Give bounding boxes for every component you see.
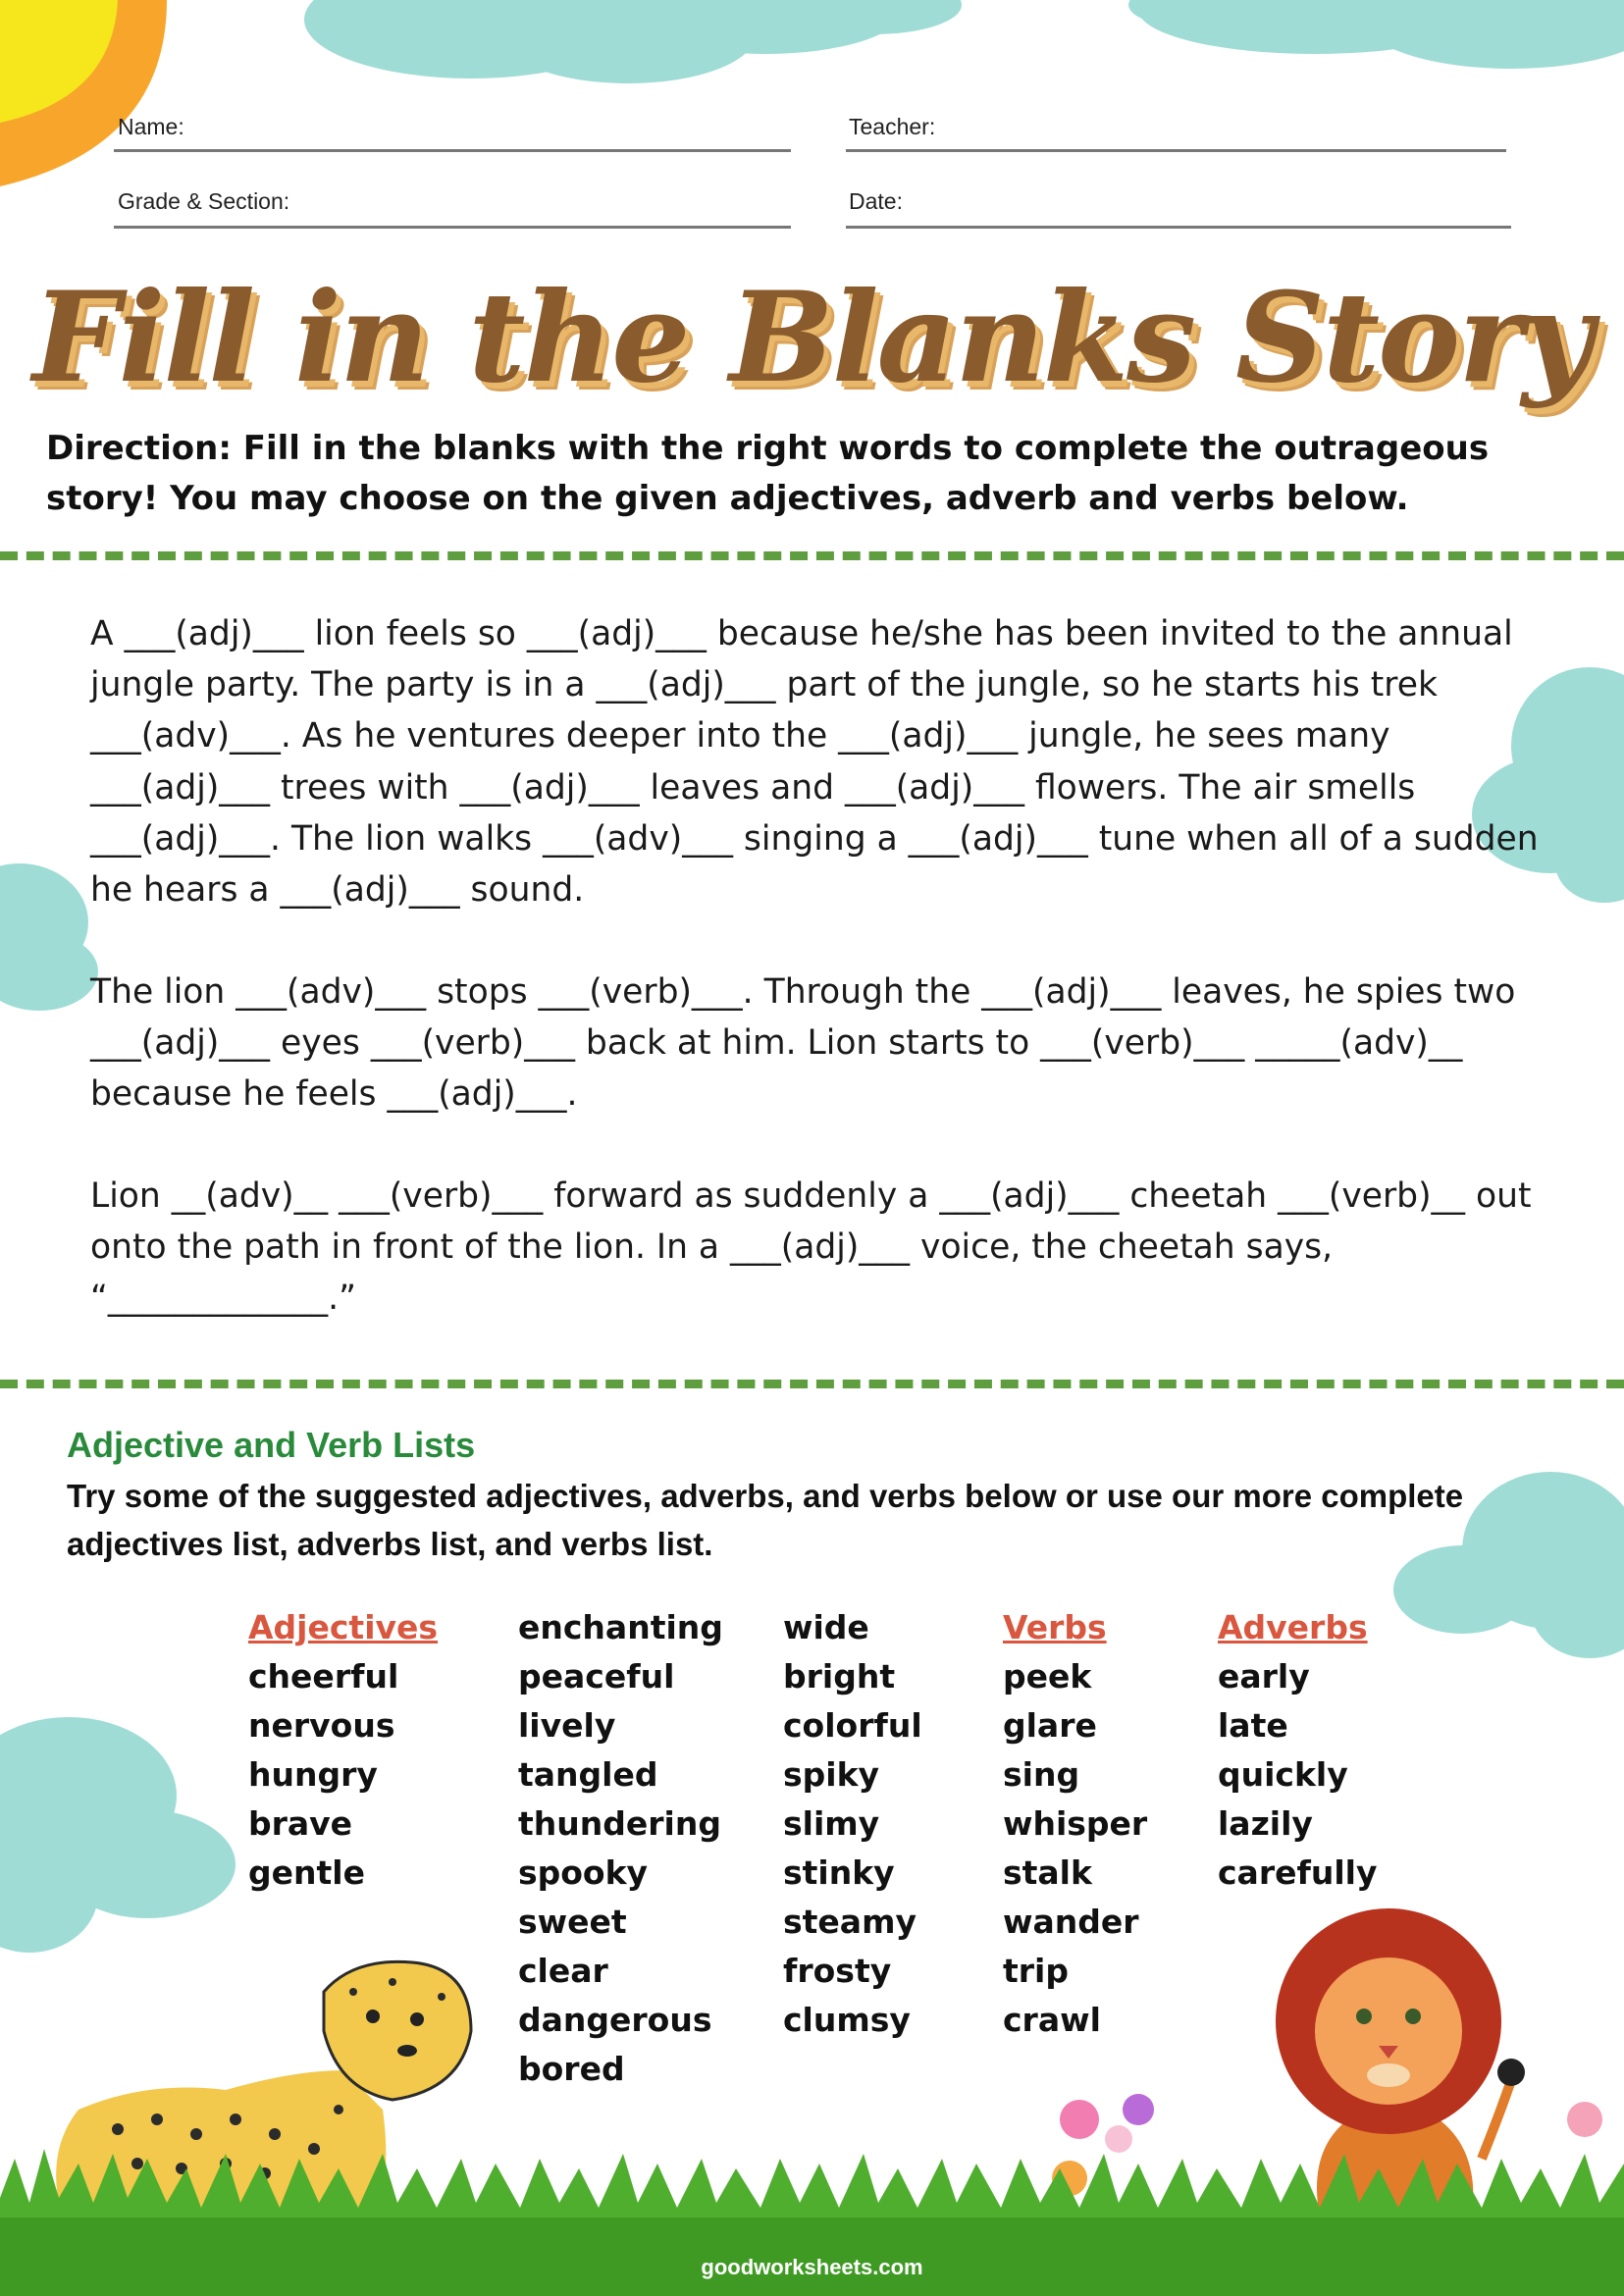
list-item: slimy xyxy=(783,1804,880,1843)
list-item: gentle xyxy=(248,1853,365,1892)
list-item: brave xyxy=(248,1804,353,1843)
footer-site: goodworksheets.com xyxy=(701,2255,923,2279)
list-item: bright xyxy=(783,1657,896,1696)
list-item: enchanting xyxy=(518,1608,723,1646)
story-paragraph-2: The lion ___(adv)___ stops ___(verb)___. Through the ___(adj)___ leaves, he spies two ___(adj)___ eyes ___(verb)___ back at him. Lion starts to ___(verb)___ _____(adv)__ because he feels ___(adj)___. xyxy=(90,972,1516,1115)
divider-bottom xyxy=(0,1380,1624,1388)
date-label: Date: xyxy=(849,188,903,214)
list-item: wide xyxy=(783,1608,869,1646)
list-item: hungry xyxy=(248,1755,378,1794)
teacher-field[interactable] xyxy=(846,149,1506,152)
adverbs-column xyxy=(1218,1603,1377,1898)
lists-note: Try some of the suggested adjectives, adverbs, and verbs below or use our more complete adjectives list, adverbs list, and verbs list. xyxy=(67,1478,1464,1562)
cloud-left-lower-icon xyxy=(0,1717,236,1953)
list-item: steamy xyxy=(783,1903,917,1941)
page-title: Fill in the Blanks Story xyxy=(32,265,1592,410)
direction-text: Direction: Fill in the blanks with the right words to complete the outrageous story! You may choose on the given adjectives, adverb and verbs below. xyxy=(46,429,1490,518)
list-item: sweet xyxy=(518,1903,627,1941)
adjectives-column-3 xyxy=(783,1603,922,2045)
lists-heading: Adjective and Verb Lists xyxy=(67,1425,476,1465)
list-item: nervous xyxy=(248,1706,395,1745)
verbs-column xyxy=(1003,1603,1147,2045)
list-item: bored xyxy=(518,2050,625,2088)
list-item: dangerous xyxy=(518,2001,712,2039)
lion-icon xyxy=(1276,1908,1525,2218)
list-item: trip xyxy=(1003,1952,1069,1990)
list-item: peaceful xyxy=(518,1657,675,1696)
list-item: clear xyxy=(518,1952,608,1990)
story-paragraph-1: A ___(adj)___ lion feels so ___(adj)___ because he/she has been invited to the annual jungle party. The party is in a ___(adj)___ part of the jungle, so he starts his trek ___(adv)___. As he ventures deeper into the ___(adj)___ jungle, he sees many ___(adj)___ trees with ___(adj)___ leaves and ___(adj)___ flowers. The air smells ___(adj)___. The lion walks ___(adv)___ singing a ___(adj)___ tune when all of a sudden he hears a ___(adj)___ sound. xyxy=(90,614,1539,911)
list-item: crawl xyxy=(1003,2001,1101,2039)
list-item: tangled xyxy=(518,1755,658,1794)
sun-icon xyxy=(0,0,167,186)
teacher-label: Teacher: xyxy=(849,114,936,139)
list-item: clumsy xyxy=(783,2001,911,2039)
name-label: Name: xyxy=(118,114,184,139)
list-item: wander xyxy=(1003,1903,1139,1941)
adjectives-title: Adjectives xyxy=(248,1608,439,1646)
list-item: spiky xyxy=(783,1755,880,1794)
cloud-top-right-icon xyxy=(1128,0,1624,69)
date-field[interactable] xyxy=(846,226,1511,229)
list-item: spooky xyxy=(518,1853,649,1892)
adjectives-column-1 xyxy=(248,1603,438,1898)
verbs-title: Verbs xyxy=(1003,1608,1107,1646)
name-field[interactable] xyxy=(114,149,791,152)
list-item: early xyxy=(1218,1657,1310,1696)
list-item: stalk xyxy=(1003,1853,1092,1892)
adverbs-title: Adverbs xyxy=(1218,1608,1368,1646)
list-item: stinky xyxy=(783,1853,895,1892)
list-item: frosty xyxy=(783,1952,892,1990)
divider-top xyxy=(0,551,1624,560)
grade-label: Grade & Section: xyxy=(118,188,290,214)
adjectives-column-2 xyxy=(518,1603,723,2094)
list-item: lazily xyxy=(1218,1804,1313,1843)
list-item: quickly xyxy=(1218,1755,1348,1794)
grade-field[interactable] xyxy=(114,226,791,229)
list-item: peek xyxy=(1003,1657,1092,1696)
list-item: late xyxy=(1218,1706,1288,1745)
list-item: sing xyxy=(1003,1755,1080,1794)
cloud-top-icon xyxy=(304,0,962,83)
list-item: cheerful xyxy=(248,1657,399,1696)
list-item: whisper xyxy=(1003,1804,1148,1843)
story-paragraph-3: Lion __(adv)__ ___(verb)___ forward as suddenly a ___(adj)___ cheetah ___(verb)__ out onto the path in front of the lion. In a ___(adj)___ voice, the cheetah says, “_____________.” xyxy=(90,1176,1532,1319)
list-item: lively xyxy=(518,1706,616,1745)
list-item: carefully xyxy=(1218,1853,1378,1892)
list-item: glare xyxy=(1003,1706,1097,1745)
list-item: thundering xyxy=(518,1804,721,1843)
cloud-left-icon xyxy=(0,863,98,1011)
list-item: colorful xyxy=(783,1706,922,1745)
